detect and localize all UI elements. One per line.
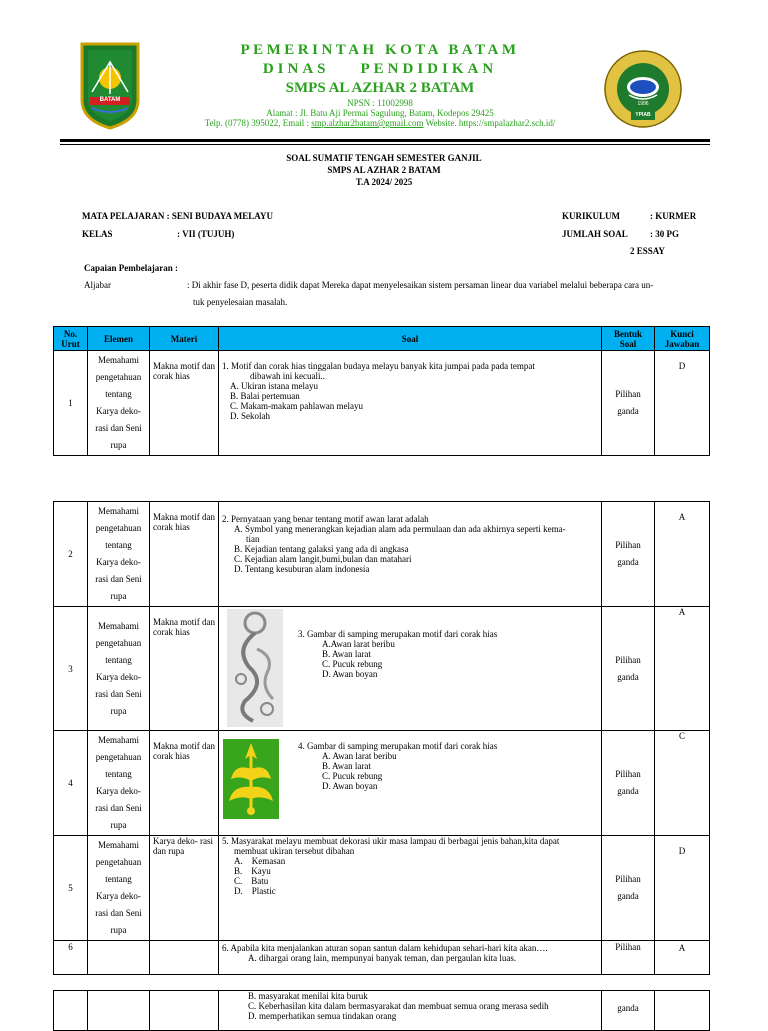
option: C. Pucuk rebung — [322, 771, 383, 781]
row-kunci: D — [655, 351, 710, 456]
row-kunci: D — [655, 836, 710, 941]
option: tian — [246, 534, 260, 544]
elemen-line: Karya deko- — [96, 671, 141, 682]
elemen-line: Memahami — [98, 840, 139, 850]
option: B. Kayu — [234, 866, 271, 876]
ypiab-year: 1996 — [637, 101, 649, 107]
elemen-line: rupa — [110, 820, 127, 830]
option: D. Awan boyan — [322, 781, 378, 791]
elemen-line: rasi dan Seni — [95, 688, 142, 699]
option: C. Kejadian alam langit,bumi,bulan dan matahari — [234, 554, 412, 564]
header-contact — [150, 118, 610, 128]
elemen-line: pengetahuan — [95, 637, 142, 648]
carving-image — [227, 609, 283, 727]
header-email-link[interactable]: smp.alzhar2batam@gmail.com — [311, 118, 424, 128]
question-table-3 — [53, 990, 710, 1031]
question-table-1 — [53, 326, 710, 456]
table-row — [54, 836, 710, 941]
elemen-line: rupa — [110, 591, 127, 601]
elemen-line: Memahami — [98, 506, 139, 516]
header-website: Website. https://smpalazhar2.sch.id/ — [423, 118, 556, 128]
option: B. Awan larat — [322, 761, 371, 771]
elemen-line: rasi dan Seni — [95, 423, 142, 433]
row-soal — [219, 502, 602, 607]
col-header-bentuk: Bentuk Soal — [602, 327, 655, 351]
row-soal — [219, 991, 602, 1031]
bentuk-line: ganda — [617, 557, 639, 567]
row-no: 5 — [54, 836, 88, 941]
question-text-cont: membuat ukiran tersebut dibahan — [234, 846, 355, 856]
row-no: 2 — [54, 502, 88, 607]
batam-logo-text: BATAM — [99, 97, 121, 103]
option: D. Tentang kesuburan alam indonesia — [234, 564, 370, 574]
cp-text1: : Di akhir fase D, peserta didik dapat Mereka dapat menyelesaikan sistem persaman linear dua variabel melalui beberapa cara un- — [187, 280, 654, 290]
row-bentuk — [602, 731, 655, 836]
row-materi — [150, 991, 219, 1031]
option: C. Pucuk rebung — [322, 659, 383, 669]
option: D. Sekolah — [230, 411, 270, 421]
question-text: 5. Masyarakat melayu membuat dekorasi ukir masa lampau di berbagai jenis bahan,kita dapat — [222, 836, 560, 846]
option: B. Kejadian tentang galaksi yang ada di angkasa — [234, 544, 409, 554]
col-header-materi: Materi — [150, 327, 219, 351]
kelas-value: : VII (TUJUH) — [177, 229, 235, 239]
row-bentuk — [602, 607, 655, 731]
option: D. memperhatikan semua tindakan orang — [248, 1011, 397, 1021]
table-row — [54, 607, 710, 731]
elemen-line: Memahami — [98, 735, 139, 745]
elemen-line: tentang — [105, 874, 132, 884]
header-line3: SMPS AL AZHAR 2 BATAM — [285, 80, 475, 96]
col-header-elemen: Elemen — [88, 327, 150, 351]
header-npsn: NPSN : 11002998 — [347, 98, 413, 108]
col-header-kunci: Kunci Jawaban — [655, 327, 710, 351]
row-bentuk — [602, 502, 655, 607]
row-materi — [150, 941, 219, 975]
header-email-label: Email : — [282, 118, 312, 128]
elemen-line: tentang — [105, 540, 132, 550]
question-text: 2. Pernyataan yang benar tentang motif awan larat adalah — [222, 514, 429, 524]
elemen-line: tentang — [105, 389, 132, 399]
row-elemen — [88, 607, 150, 731]
question-text-cont: dibawah ini kecuali.. — [250, 371, 325, 381]
row-bentuk — [602, 351, 655, 456]
question-text: 4. Gambar di samping merupakan motif dari corak hias — [298, 741, 498, 751]
option: B. Awan larat — [322, 649, 371, 659]
bentuk-line: ganda — [617, 891, 639, 901]
elemen-line: rupa — [110, 705, 127, 716]
ypiab-logo — [603, 49, 683, 129]
option: A. Kemasan — [234, 856, 286, 866]
bentuk-line: ganda — [617, 786, 639, 796]
bentuk-line: Pilihan — [615, 769, 641, 779]
row-materi: Makna motif dan corak hias — [150, 351, 219, 456]
row-no: 4 — [54, 731, 88, 836]
header-line1: PEMERINTAH KOTA BATAM — [240, 42, 520, 58]
row-no: 6 — [54, 941, 88, 975]
elemen-line: pengetahuan — [95, 523, 142, 533]
option: A. Ukiran istana melayu — [230, 381, 318, 391]
row-materi: Makna motif dan corak hias — [150, 731, 219, 836]
bentuk-line: ganda — [617, 671, 639, 682]
row-no: 3 — [54, 607, 88, 731]
cp-topic: Aljabar — [84, 280, 111, 290]
option: B. Balai pertemuan — [230, 391, 300, 401]
exam-title2: SMPS AL AZHAR 2 BATAM — [327, 165, 441, 175]
row-elemen — [88, 502, 150, 607]
row-elemen — [88, 731, 150, 836]
elemen-line: Memahami — [98, 620, 139, 631]
row-materi: Karya deko- rasi dan rupa — [150, 836, 219, 941]
bentuk-line: Pilihan — [615, 654, 641, 665]
elemen-line: rupa — [110, 925, 127, 935]
row-materi: Makna motif dan corak hias — [150, 607, 219, 731]
mapel: MATA PELAJARAN : SENI BUDAYA MELAYU — [82, 211, 273, 221]
elemen-line: pengetahuan — [95, 372, 142, 382]
table-row — [54, 941, 710, 975]
row-kunci: A — [655, 607, 710, 731]
option: C. Batu — [234, 876, 269, 886]
header-telp: Telp. (0778) 395022, — [204, 118, 283, 128]
row-kunci: A — [655, 941, 710, 975]
elemen-line: rasi dan Seni — [95, 803, 142, 813]
pucuk-rebung-image — [223, 739, 279, 819]
exam-title3: T.A 2024/ 2025 — [355, 177, 413, 187]
elemen-line: tentang — [105, 654, 132, 665]
row-soal — [219, 836, 602, 941]
bentuk-line: Pilihan — [615, 874, 641, 884]
elemen-line: rupa — [110, 440, 127, 450]
elemen-line: rasi dan Seni — [95, 908, 142, 918]
row-materi: Makna motif dan corak hias — [150, 502, 219, 607]
essay-value: 2 ESSAY — [630, 246, 665, 256]
option: A. Symbol yang menerangkan kejadian alam ada permulaan dan ada akhirnya seperti kema- — [234, 524, 566, 534]
row-elemen — [88, 836, 150, 941]
header-rule-thick — [60, 139, 710, 142]
table-row — [54, 351, 710, 456]
option: D. Awan boyan — [322, 669, 378, 679]
elemen-line: Memahami — [98, 355, 139, 365]
elemen-line: pengetahuan — [95, 752, 142, 762]
option: B. masyarakat menilai kita buruk — [248, 991, 368, 1001]
elemen-line: pengetahuan — [95, 857, 142, 867]
elemen-line: Karya deko- — [96, 557, 141, 567]
row-bentuk — [602, 836, 655, 941]
question-text: 1. Motif dan corak hias tinggalan budaya melayu banyak kita jumpai pada pada tempat — [222, 361, 535, 371]
option: A.Awan larat beribu — [322, 639, 395, 649]
row-elemen — [88, 351, 150, 456]
elemen-line: rasi dan Seni — [95, 574, 142, 584]
jumlah-value: : 30 PG — [650, 229, 679, 239]
kurikulum-label: KURIKULUM — [562, 211, 620, 221]
bentuk-line: Pilihan — [615, 389, 641, 399]
elemen-line: Karya deko- — [96, 891, 141, 901]
bentuk-line: ganda — [617, 406, 639, 416]
option: A. Awan larat beribu — [322, 751, 397, 761]
row-kunci: C — [655, 731, 710, 836]
cp-label: Capaian Pembelajaran : — [84, 263, 178, 273]
elemen-line: Karya deko- — [96, 786, 141, 796]
kurikulum-value: : KURMER — [650, 211, 697, 221]
question-text: 6. Apabila kita menjalankan aturan sopan santun dalam kehidupan sehari-hari kita akan…. — [222, 943, 548, 953]
row-bentuk: ganda — [602, 991, 655, 1031]
question-table-2 — [53, 501, 710, 975]
option: D. Plastic — [234, 886, 276, 896]
row-kunci: A — [655, 502, 710, 607]
question-text: 3. Gambar di samping merupakan motif dari corak hias — [298, 629, 498, 639]
table-header-row — [54, 327, 710, 351]
elemen-line: tentang — [105, 769, 132, 779]
option: A. dihargai orang lain, mempunyai banyak teman, dan pergaulan kita luas. — [248, 953, 517, 963]
row-soal — [219, 731, 602, 836]
table-row — [54, 731, 710, 836]
option: C. Makam-makam pahlawan melayu — [230, 401, 363, 411]
col-header-no: No. Urut — [54, 327, 88, 351]
jumlah-label: JUMLAH SOAL — [562, 229, 628, 239]
batam-city-logo — [78, 42, 142, 130]
bentuk-line: Pilihan — [615, 540, 641, 550]
ypiab-label: YPIAB — [635, 112, 651, 118]
row-kunci — [655, 991, 710, 1031]
row-elemen — [88, 941, 150, 975]
row-no: 1 — [54, 351, 88, 456]
row-soal — [219, 351, 602, 456]
option: C. Keberhasilan kita dalam bermasyarakat dan membuat semua orang merasa sedih — [248, 1001, 549, 1011]
row-bentuk: Pilihan — [602, 941, 655, 975]
table-row — [54, 502, 710, 607]
row-elemen — [88, 991, 150, 1031]
row-no — [54, 991, 88, 1031]
table-row — [54, 991, 710, 1031]
row-soal — [219, 607, 602, 731]
row-soal — [219, 941, 602, 975]
cp-text2: tuk penyelesaian masalah. — [193, 297, 288, 307]
header-alamat: Alamat : Jl. Batu Aji Permai Sagulung, Batam, Kodepos 29425 — [266, 108, 494, 118]
exam-title1: SOAL SUMATIF TENGAH SEMESTER GANJIL — [286, 153, 482, 163]
elemen-line: Karya deko- — [96, 406, 141, 416]
header-rule-thin — [60, 144, 710, 145]
header-line2: DINAS PENDIDIKAN — [262, 61, 498, 77]
col-header-soal: Soal — [219, 327, 602, 351]
kelas-label: KELAS — [82, 229, 113, 239]
